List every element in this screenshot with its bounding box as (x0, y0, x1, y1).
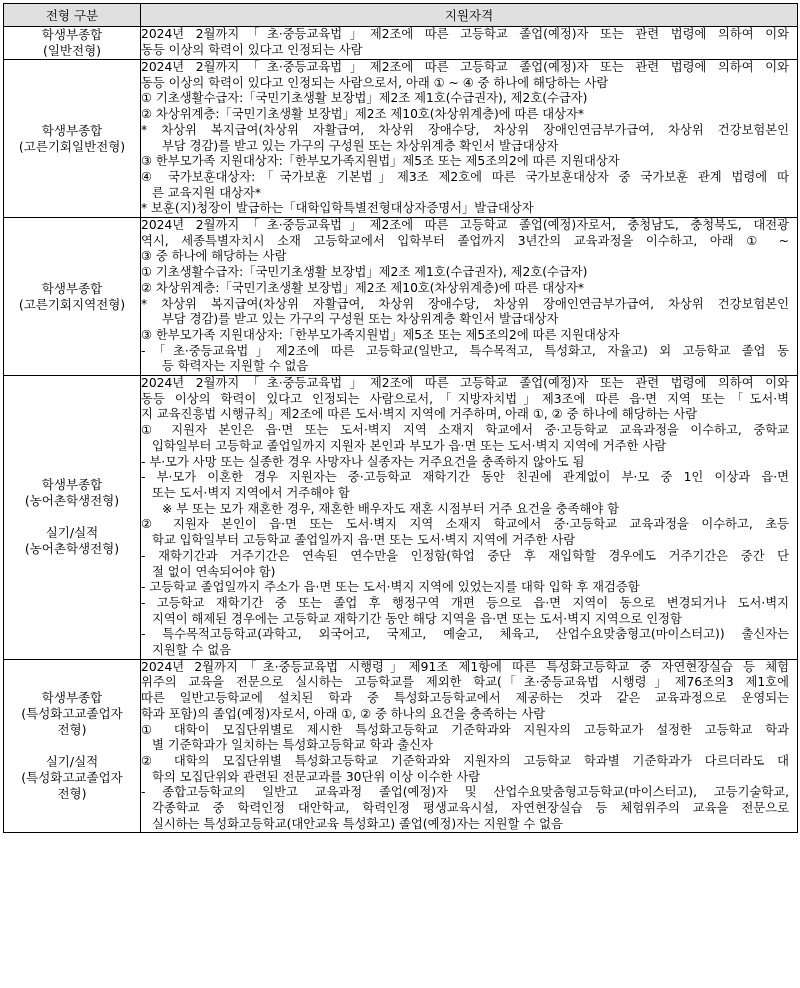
table-row (4, 659, 798, 833)
qualification-line: ② 대학의 모집단위별 특성화고등학교 기준학과와 지원자의 고등학교 학과별 기준학과가 다르더라도 대 (141, 753, 789, 768)
type-label: 전형) (57, 786, 87, 802)
qualification-line: 위주의 교육을 전문으로 실시하는 고등학교를 제외한 학교(「초·중등교육법 시행령」제76조의3 제1호에 (141, 675, 789, 690)
qualification-line: - 특수목적고등학교(과학고, 외국어고, 국제고, 예술고, 체육고, 산업수요맞춤형고(마이스터고)) 출신자는 (141, 627, 789, 642)
qualification-cell (141, 27, 798, 60)
qualification-line: 학과 포함)의 졸업(예정)자로서, 아래 ①, ② 중 하나의 요건을 충족하는 사람 (141, 706, 546, 721)
table-row (4, 60, 798, 218)
type-label: (고른기회일반전형) (18, 138, 126, 154)
admission-type-cell (4, 376, 141, 660)
qualification-cell (141, 376, 798, 660)
table-row (4, 218, 798, 376)
type-label: 실기/실적 (45, 754, 99, 770)
qualification-line: 2024년 2월까지「초·중등교육법 시행령」제91조 제1항에 따른 특성화고등학교 중 자연현장실습 등 체험 (141, 659, 789, 674)
qualification-line: ① 대학이 모집단위별로 제시한 특성화고등학교 기준학과와 지원자의 고등학교가 설정한 고등학교 학과 (141, 722, 789, 737)
qualification-line: ※ 부 또는 모가 재혼한 경우, 재혼한 배우자도 재혼 시점부터 거주 요건을 충족해야 함 (162, 501, 620, 516)
qualification-line: 2024년 2월까지「초·중등교육법」제2조에 따른 고등학교 졸업(예정)자 또는 관련 법령에 의하여 이와 (141, 376, 789, 391)
qualification-line: 절 없이 연속되어야 함) (152, 564, 276, 579)
admission-type-cell (4, 27, 141, 60)
qualification-line: - 고등학교 재학기간 중 또는 졸업 후 행정구역 개편 등으로 읍·면 지역이 동으로 변경되거나 도서·벽지 (141, 595, 789, 610)
qualification-cell (141, 60, 798, 218)
qualification-line: 2024년 2월까지「초·중등교육법」제2조에 따른 고등학교 졸업(예정)자 또는 관련 법령에 의하여 이와 (141, 27, 789, 42)
qualification-line: 따른 일반고등학교에 설치된 학과 중 특성화고등학교에서 제공하는 것과 같은 교육과정으로 운영되는 (141, 691, 789, 706)
type-label: 학생부종합 (41, 122, 103, 138)
qualification-line: ③ 한부모가족 지원대상자:「한부모가족지원법」제5조 또는 제5조의2에 따른 지원대상자 (141, 154, 620, 169)
qualification-line: - 부·모가 사망 또는 실종한 경우 사망자나 실종자는 거주요건을 충족하지 않아도 됨 (141, 454, 585, 469)
qualification-table (3, 3, 798, 833)
header-type: 전형 구분 (4, 4, 141, 27)
qualification-line: -「초·중등교육법」제2조에 따른 고등학교(일반고, 특수목적고, 특성화고, 자율고) 외 고등학교 졸업 동 (141, 343, 789, 358)
qualification-line: ③ 한부모가족 지원대상자:「한부모가족지원법」제5조 또는 제5조의2에 따른 지원대상자 (141, 327, 620, 342)
qualification-line: ② 차상위계층:「국민기초생활 보장법」제2조 제10호(차상위계층)에 따른 대상자* (141, 107, 585, 122)
admission-type-cell (4, 659, 141, 833)
qualification-line: 또는 도서·벽지 지역에서 거주해야 함 (152, 485, 350, 500)
type-label: 학생부종합 (41, 690, 103, 706)
qualification-line: 지원할 수 없음 (152, 643, 232, 658)
qualification-line: 동등 이상의 학력이 있다고 인정되는 사람 (141, 43, 363, 57)
type-label: (고른기회지역전형) (18, 296, 126, 312)
qualification-line: 실시하는 특성화고등학교(대안교육 특성화고) 졸업(예정)자는 지원할 수 없음 (152, 816, 563, 831)
qualification-line: 부담 경감)를 받고 있는 가구의 구성원 또는 차상위계층 확인서 발급대상자 (162, 312, 559, 327)
qualification-line: * 차상위 복지급여(차상위 자활급여, 차상위 장애수당, 차상위 장애인연금부가급여, 차상위 건강보험본인 (141, 122, 789, 137)
type-label: 학생부종합 (41, 477, 103, 493)
qualification-line: 학교 입학일부터 고등학교 졸업일까지 읍·면 또는 도서·벽지 지역에 거주한 사람 (152, 533, 576, 548)
table-row (4, 27, 798, 60)
qualification-line: ② 지원자 본인이 읍·면 또는 도서·벽지 지역 소재지 학교에서 중·고등학교 교육과정을 이수하고, 초등 (141, 517, 789, 532)
qualification-line: 2024년 2월까지「초·중등교육법」제2조에 따른 고등학교 졸업(예정)자 또는 관련 법령에 의하여 이와 (141, 60, 789, 74)
type-label: 실기/실적 (45, 525, 99, 541)
qualification-line: 학의 모집단위와 관련된 전문교과를 30단위 이상 이수한 사람 (152, 769, 481, 784)
qualification-line: * 차상위 복지급여(차상위 자활급여, 차상위 장애수당, 차상위 장애인연금부가급여, 차상위 건강보험본인 (141, 296, 789, 311)
qualification-line: ④ 국가보훈대상자:「국가보훈 기본법」제3조 제2호에 따른 국가보훈대상자 중 국가보훈 관계 법령에 따 (141, 169, 789, 184)
qualification-line: * 보훈(지)청장이 발급하는「대학입학특별전형대상자증명서」발급대상자 (141, 201, 534, 216)
header-qualification: 지원자격 (141, 4, 798, 27)
admission-type-cell (4, 218, 141, 376)
qualification-line: 별 기준학과가 일치하는 특성화고등학교 학과 출신자 (152, 738, 433, 753)
type-label: 학생부종합 (41, 27, 103, 42)
qualification-line: 각종학교 중 학력인정 대안학교, 학력인정 평생교육시설, 자연현장실습 등 체험위주의 교육을 전문으로 (152, 801, 789, 816)
qualification-line: ② 차상위계층:「국민기초생활 보장법」제2조 제10호(차상위계층)에 따른 대상자* (141, 280, 585, 295)
type-label: 전형) (57, 722, 87, 738)
table-row (4, 376, 798, 660)
qualification-line: - 부·모가 이혼한 경우 지원자는 중·고등학교 재학기간 동안 친권에 관계없이 부·모 중 1인 이상과 읍·면 (141, 470, 789, 485)
qualification-cell (141, 218, 798, 376)
qualification-line: 등 학력자는 지원할 수 없음 (162, 359, 309, 374)
qualification-line: ③ 중 하나에 해당하는 사람 (141, 249, 287, 264)
qualification-line: - 재학기간과 거주기간은 연속된 연수만을 인정함(학업 중단 후 재입학할 경우에도 거주기간은 중간 단 (141, 548, 789, 563)
qualification-line: - 고등학교 졸업일까지 주소가 읍·면 또는 도서·벽지 지역에 있었는지를 대학 입학 후 재검증함 (141, 580, 640, 595)
admission-type-cell (4, 60, 141, 218)
qualification-line: 른 교육지원 대상자* (152, 185, 261, 200)
qualification-cell (141, 659, 798, 833)
qualification-line: 동등 이상의 학력이 있다고 인정되는 사람으로서, 아래 ① ~ ④ 중 하나에 해당하는 사람 (141, 75, 609, 90)
type-label: (특성화고교졸업자 (21, 706, 123, 722)
type-label: (농어촌학생전형) (24, 493, 120, 509)
qualification-line: - 종합고등학교의 일반고 교육과정 졸업(예정)자 및 산업수요맞춤형고등학교(마이스터고), 고등기술학교, (141, 785, 789, 800)
type-label: (특성화고교졸업자 (21, 770, 123, 786)
qualification-line: ① 기초생활수급자:「국민기초생활 보장법」제2조 제1호(수급권자), 제2호(수급자) (141, 91, 588, 106)
qualification-line: 지 교육진흥법 시행규칙」제2조에 따른 도서·벽지 지역에 거주하며, 아래 ①, ② 중 하나에 해당하는 사람 (141, 407, 698, 422)
type-label: 학생부종합 (41, 280, 103, 296)
qualification-line: 2024년 2월까지「초·중등교육법」제2조에 따른 고등학교 졸업(예정)자로서, 충청남도, 충청북도, 대전광 (141, 218, 789, 233)
header-row (4, 4, 798, 27)
qualification-line: 입학일부터 고등학교 졸업일까지 지원자 본인과 부모가 읍·면 또는 도서·벽지 지역에 거주한 사람 (152, 438, 667, 453)
type-label: (농어촌학생전형) (24, 541, 120, 557)
qualification-line: 지역이 해제된 경우에는 고등학교 재학기간 동안 해당 지역을 읍·면 또는 도서·벽지 지역으로 인정함 (152, 611, 682, 626)
qualification-line: 동등 이상의 학력이 있다고 인정되는 사람으로서,「지방자치법」제3조에 따른 읍·면 지역 또는「도서·벽 (141, 391, 789, 406)
type-label: (일반전형) (42, 43, 102, 58)
qualification-line: ① 지원자 본인은 읍·면 또는 도서·벽지 지역 소재지 학교에서 중·고등학교 교육과정을 이수하고, 중학교 (141, 423, 789, 438)
qualification-line: ① 기초생활수급자:「국민기초생활 보장법」제2조 제1호(수급권자), 제2호(수급자) (141, 265, 588, 280)
qualification-line: 부담 경감)를 받고 있는 가구의 구성원 또는 차상위계층 확인서 발급대상자 (162, 138, 559, 153)
qualification-line: 역시, 세종특별자치시 소재 고등학교에서 입학부터 졸업까지 3년간의 교육과정을 이수하고, 아래 ① ~ (141, 233, 789, 248)
